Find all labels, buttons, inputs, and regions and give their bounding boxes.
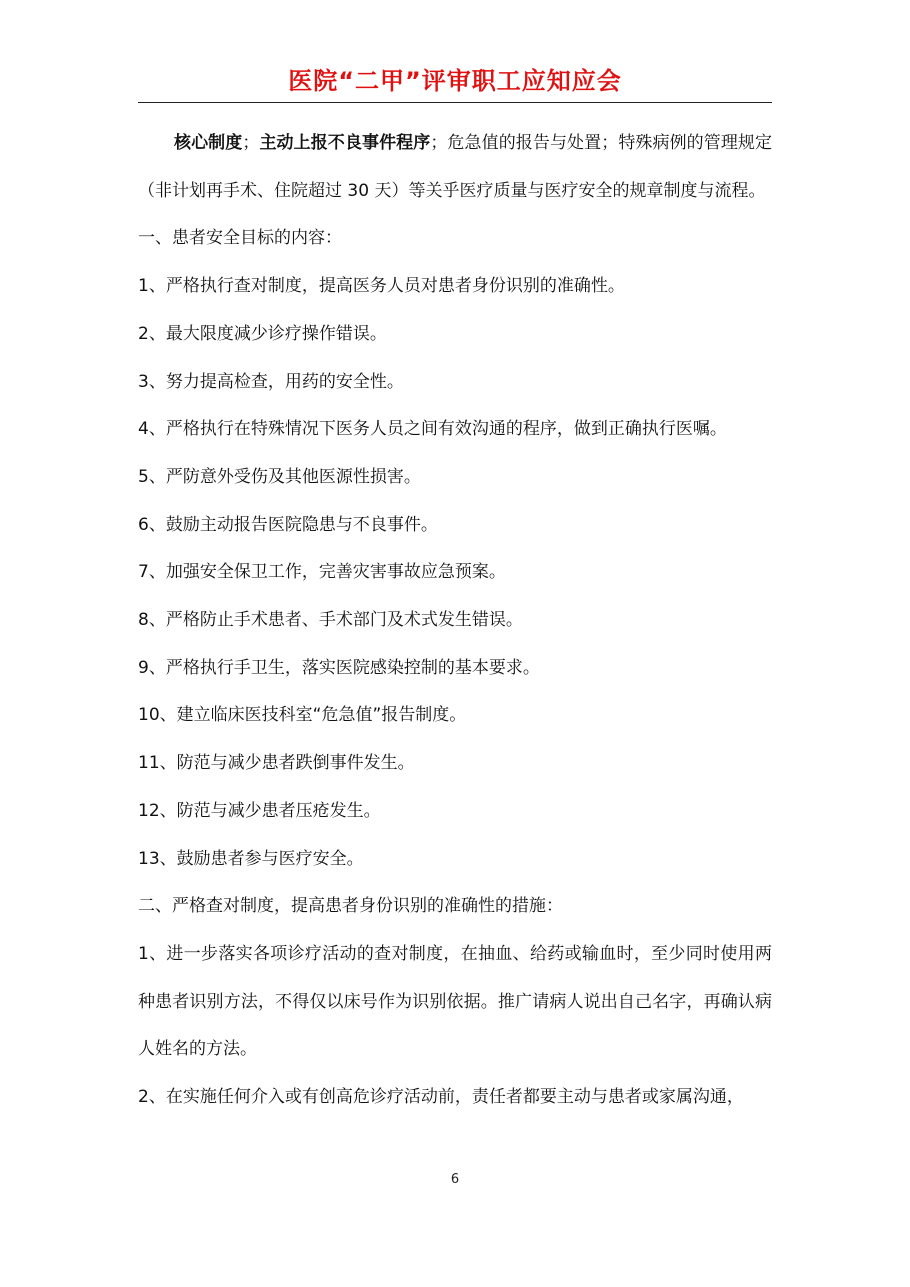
document-title: 医院“二甲”评审职工应知应会 bbox=[288, 67, 622, 95]
section-1-item: 7、加强安全保卫工作，完善灾害事故应急预案。 bbox=[138, 562, 506, 583]
section-1-item: 10、建立临床医技科室“危急值”报告制度。 bbox=[138, 705, 467, 726]
intro-separator: ； bbox=[242, 133, 260, 153]
intro-paragraph bbox=[138, 120, 772, 215]
section-1-item: 2、最大限度减少诊疗操作错误。 bbox=[138, 323, 387, 344]
intro-bold-adverse-event: 主动上报不良事件程序 bbox=[259, 133, 431, 153]
intro-rest: ；危急值的报告与处置；特殊病例的管理规定（非计划再手术、住院超过 30 天）等关乎医疗质量与医疗安全的规章制度与流程。 bbox=[138, 133, 773, 201]
section-1-item: 8、严格防止手术患者、手术部门及术式发生错误。 bbox=[138, 610, 523, 631]
section-1-item: 13、鼓励患者参与医疗安全。 bbox=[138, 848, 364, 869]
section-1-item: 9、严格执行手卫生，落实医院感染控制的基本要求。 bbox=[138, 657, 540, 678]
page-number: 6 bbox=[450, 1172, 460, 1187]
section-2-item: 1、进一步落实各项诊疗活动的查对制度，在抽血、给药或输血时，至少同时使用两种患者识别方法，不得仅以床号作为识别依据。推广请病人说出自己名字，再确认病人姓名的方法。 bbox=[138, 943, 772, 1060]
document-body bbox=[138, 120, 772, 1122]
section-2-item: 2、在实施任何介入或有创高危诊疗活动前，责任者都要主动与患者或家属沟通， bbox=[138, 1087, 744, 1108]
section-1-item: 1、严格执行查对制度，提高医务人员对患者身份识别的准确性。 bbox=[138, 276, 625, 297]
intro-bold-core-system: 核心制度 bbox=[174, 133, 243, 153]
section-1-item: 4、严格执行在特殊情况下医务人员之间有效沟通的程序，做到正确执行医嘱。 bbox=[138, 419, 727, 440]
section-2-heading: 二、严格查对制度，提高患者身份识别的准确性的措施： bbox=[138, 896, 563, 917]
section-1-item: 5、严防意外受伤及其他医源性损害。 bbox=[138, 466, 421, 487]
section-1-item: 6、鼓励主动报告医院隐患与不良事件。 bbox=[138, 514, 438, 535]
title-divider bbox=[138, 102, 772, 103]
section-1-item: 12、防范与减少患者压疮发生。 bbox=[138, 800, 381, 821]
section-1-item: 11、防范与减少患者跌倒事件发生。 bbox=[138, 753, 415, 774]
section-1-heading: 一、患者安全目标的内容： bbox=[138, 228, 342, 249]
section-1-item: 3、努力提高检查，用药的安全性。 bbox=[138, 371, 404, 392]
